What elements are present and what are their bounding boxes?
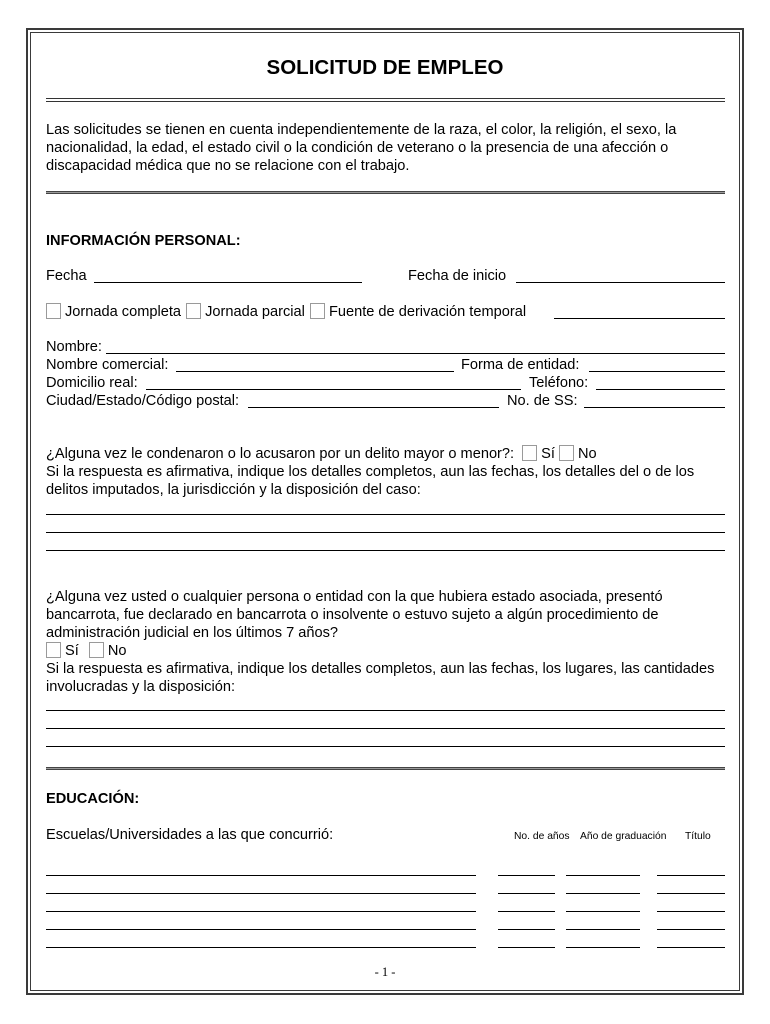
anios-field[interactable] — [498, 893, 555, 894]
bancarrota-si-checkbox[interactable] — [46, 642, 61, 658]
bancarrota-no-checkbox[interactable] — [89, 642, 104, 658]
escuela-field[interactable] — [46, 929, 476, 930]
fuente-temporal-field[interactable] — [554, 318, 725, 319]
anios-field[interactable] — [498, 947, 555, 948]
educacion-heading: EDUCACIÓN: — [46, 791, 140, 807]
escuela-field[interactable] — [46, 947, 476, 948]
col-titulo-header: Título — [685, 831, 711, 842]
title-divider — [46, 98, 725, 102]
delito-si-label: Sí — [541, 446, 555, 462]
escuela-field[interactable] — [46, 911, 476, 912]
nombre-label: Nombre: — [46, 339, 102, 355]
bancarrota-options — [46, 642, 127, 660]
col-anios-header: No. de años — [514, 831, 570, 842]
bancarrota-no-label: No — [107, 643, 127, 659]
graduacion-field[interactable] — [566, 929, 640, 930]
graduacion-field[interactable] — [566, 893, 640, 894]
delito-question: ¿Alguna vez le condenaron o lo acusaron por un delito mayor o menor?: — [46, 446, 515, 462]
ss-label: No. de SS: — [507, 393, 578, 409]
delito-no-label: No — [578, 446, 597, 462]
nombre-field[interactable] — [106, 353, 725, 354]
fecha-field[interactable] — [94, 282, 362, 283]
fecha-inicio-field[interactable] — [516, 282, 725, 283]
page-title: SOLICITUD DE EMPLEO — [266, 56, 504, 79]
titulo-field[interactable] — [657, 947, 725, 948]
fecha-label: Fecha — [46, 268, 87, 284]
forma-entidad-label: Forma de entidad: — [461, 357, 580, 373]
col-graduacion-header: Año de graduación — [580, 831, 667, 842]
fuente-temporal-checkbox[interactable] — [310, 303, 325, 319]
ciudad-field[interactable] — [248, 407, 499, 408]
fecha-inicio-label: Fecha de inicio — [408, 268, 507, 284]
bancarrota-answer-line[interactable] — [46, 710, 725, 711]
jornada-parcial-checkbox[interactable] — [186, 303, 201, 319]
fuente-temporal-label: Fuente de derivación temporal — [328, 304, 527, 320]
jornada-row — [46, 303, 526, 321]
anios-field[interactable] — [498, 875, 555, 876]
section-divider — [46, 767, 725, 770]
graduacion-field[interactable] — [566, 911, 640, 912]
intro-divider — [46, 191, 725, 194]
delito-answer-line[interactable] — [46, 532, 725, 533]
telefono-field[interactable] — [596, 389, 725, 390]
jornada-completa-label: Jornada completa — [65, 304, 182, 320]
page-number: - 1 - — [374, 965, 396, 979]
graduacion-field[interactable] — [566, 947, 640, 948]
escuelas-label: Escuelas/Universidades a las que concurrió: — [46, 827, 334, 843]
bancarrota-details: Si la respuesta es afirmativa, indique los detalles completos, aun las fechas, los lugares, las cantidades involucradas y la disposición: — [46, 661, 715, 695]
delito-details: Si la respuesta es afirmativa, indique los detalles completos, aun las fechas, los detalles del o de los delitos imputados, la jurisdicción y la disposición del caso: — [46, 464, 695, 498]
nombre-comercial-label: Nombre comercial: — [46, 357, 169, 373]
graduacion-field[interactable] — [566, 875, 640, 876]
delito-no-checkbox[interactable] — [559, 445, 574, 461]
anios-field[interactable] — [498, 929, 555, 930]
nombre-comercial-field[interactable] — [176, 371, 454, 372]
delito-si-checkbox[interactable] — [522, 445, 537, 461]
titulo-field[interactable] — [657, 929, 725, 930]
forma-entidad-field[interactable] — [589, 371, 725, 372]
delito-answer-line[interactable] — [46, 550, 725, 551]
intro-paragraph: Las solicitudes se tienen en cuenta independientemente de la raza, el color, la religión, el sexo, la nacionalidad, la edad, el estado civil o la condición de veterano o la presencia de una afección o discapacidad médica que no se relacione con el trabajo. — [46, 122, 677, 174]
titulo-field[interactable] — [657, 875, 725, 876]
anios-field[interactable] — [498, 911, 555, 912]
titulo-field[interactable] — [657, 911, 725, 912]
escuela-field[interactable] — [46, 875, 476, 876]
personal-heading: INFORMACIÓN PERSONAL: — [46, 233, 241, 249]
domicilio-label: Domicilio real: — [46, 375, 138, 391]
bancarrota-si-label: Sí — [65, 643, 79, 659]
jornada-completa-checkbox[interactable] — [46, 303, 61, 319]
bancarrota-question: ¿Alguna vez usted o cualquier persona o entidad con la que hubiera estado asociada, presentó bancarrota, fue declarado en bancarrota o insolvente o estuvo sujeto a algún procedimiento de administración judicial en los últimos 7 años? — [46, 589, 663, 641]
bancarrota-answer-line[interactable] — [46, 728, 725, 729]
delito-row — [46, 445, 597, 463]
ss-field[interactable] — [584, 407, 725, 408]
telefono-label: Teléfono: — [529, 375, 589, 391]
page-border-inner — [30, 32, 740, 991]
bancarrota-answer-line[interactable] — [46, 746, 725, 747]
domicilio-field[interactable] — [146, 389, 521, 390]
delito-answer-line[interactable] — [46, 514, 725, 515]
jornada-parcial-label: Jornada parcial — [205, 304, 305, 320]
escuela-field[interactable] — [46, 893, 476, 894]
ciudad-label: Ciudad/Estado/Código postal: — [46, 393, 240, 409]
titulo-field[interactable] — [657, 893, 725, 894]
